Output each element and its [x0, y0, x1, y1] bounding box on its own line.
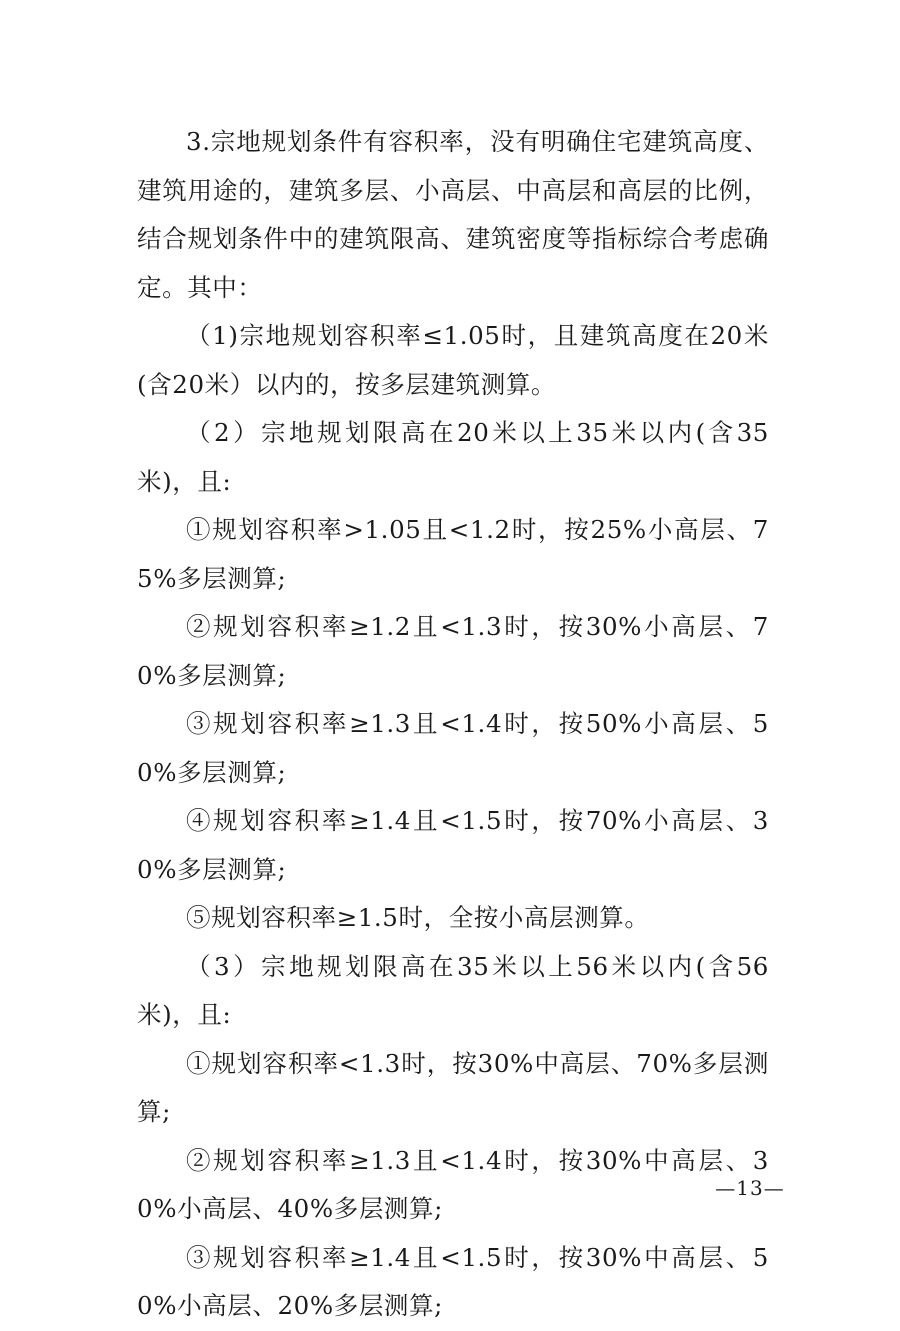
- paragraph-item-3-sub-3: ③规划容积率≥1.4且<1.5时，按30%中高层、50%小高层、20%多层测算;: [137, 1242, 769, 1320]
- paragraph-item-2-sub-4: ④规划容积率≥1.4且<1.5时，按70%小高层、30%多层测算;: [137, 806, 769, 884]
- paragraph-item-3: （3）宗地规划限高在35米以上56米以内(含56米)，且:: [137, 951, 769, 1029]
- paragraph-section-3-intro: 3.宗地规划条件有容积率，没有明确住宅建筑高度、建筑用途的，建筑多层、小高层、中高层和高层的比例，结合规划条件中的建筑限高、建筑密度等指标综合考虑确定。其中：: [137, 127, 769, 302]
- paragraph-item-3-sub-2: ②规划容积率≥1.3且<1.4时，按30%中高层、30%小高层、40%多层测算;: [137, 1145, 769, 1223]
- paragraph-item-2: （2）宗地规划限高在20米以上35米以内(含35米)，且:: [137, 418, 769, 496]
- paragraph-item-2-sub-3: ③规划容积率≥1.3且<1.4时，按50%小高层、50%多层测算;: [137, 709, 769, 787]
- paragraph-item-2-sub-1: ①规划容积率>1.05且<1.2时，按25%小高层、75%多层测算;: [137, 515, 769, 593]
- paragraph-item-2-sub-2: ②规划容积率≥1.2且<1.3时，按30%小高层、70%多层测算;: [137, 612, 769, 690]
- document-body: [137, 118, 769, 1331]
- paragraph-item-1: （1)宗地规划容积率≤1.05时，且建筑高度在20米(含20米）以内的，按多层建筑测算。: [137, 321, 769, 399]
- paragraph-item-2-sub-5: ⑤规划容积率≥1.5时，全按小高层测算。: [186, 903, 650, 932]
- paragraph-item-3-sub-1: ①规划容积率<1.3时，按30%中高层、70%多层测算;: [137, 1048, 769, 1126]
- page-number: —13—: [715, 1176, 785, 1200]
